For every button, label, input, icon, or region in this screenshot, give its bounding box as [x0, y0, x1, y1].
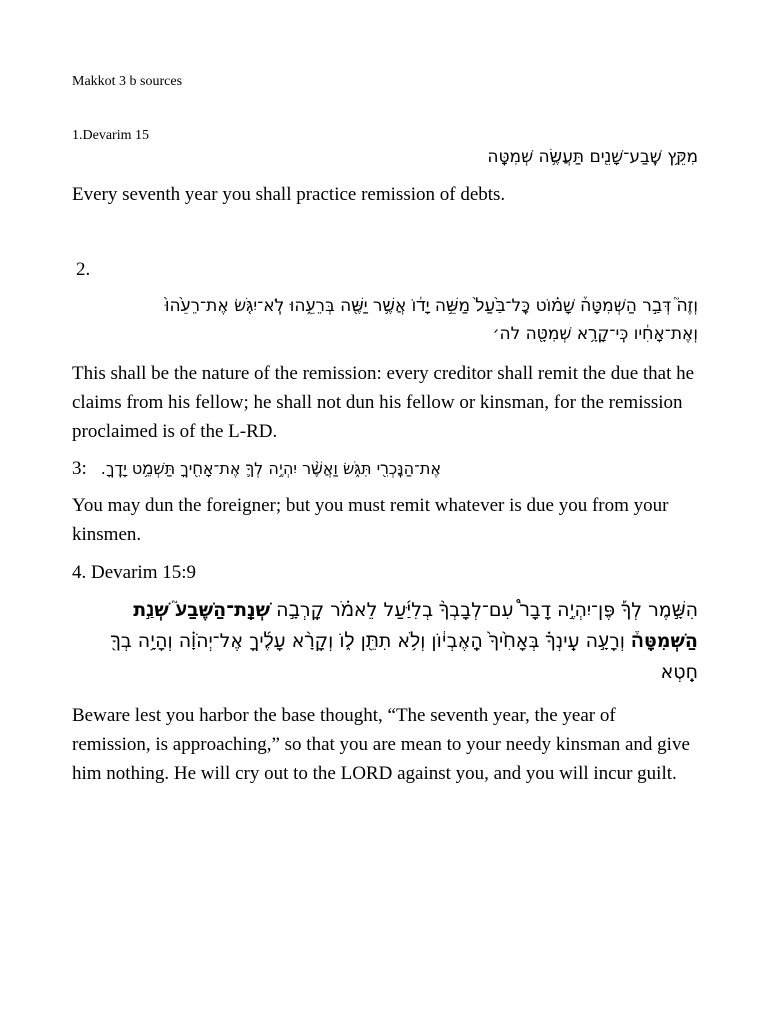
source-4-hebrew-line-3: חֵֽטְא: [660, 661, 698, 683]
source-2-english: This shall be the nature of the remission: every creditor shall remit the due that he claims from his fellow; he shall not dun his fellow or kinsman, for the remission proclaimed is of the L-RD.: [72, 363, 695, 442]
source-4-hebrew-line-1-bold: שְׁנַֽת־הַשֶּׁבַע֮ שְׁנַ֣ת: [133, 599, 271, 621]
document-title: Makkot 3 b sources: [72, 74, 183, 89]
source-3-hebrew: אֶת־הַנׇּכְרִ֖י תִּגֹּ֑שׂ וַאֲשֶׁ֨ר יִהְיֶ֥ה לְךָ֛ אֶת־אָחִ֖יךָ תַּשְׁמֵ֥ט יָדֶֽךָ.: [100, 459, 442, 478]
source-3-english: You may dun the foreigner; but you must remit whatever is due you from your kinsmen.: [72, 495, 669, 545]
source-2-hebrew-line-2: וְאֶת־אָחִ֔יו כִּֽי־קָרָ֥א שְׁמִטָּ֖ה לה׳: [492, 324, 698, 344]
source-3-row: [72, 455, 698, 483]
source-1-hebrew: מִקֵּ֥ץ שֶֽׁבַע־שָׁנִ֖ים תַּעֲשֶׂ֥ה שְׁמִטָּֽה: [487, 147, 698, 167]
source-4-hebrew-line-1: [72, 595, 698, 626]
document-page: [72, 0, 698, 1024]
source-3-heading: 3:: [72, 458, 87, 479]
source-4-hebrew-line-2-bold: הַשְּׁמִטָּה֒: [631, 630, 698, 652]
source-4-hebrew-line-2: [72, 626, 698, 657]
source-2-heading: 2.: [76, 259, 91, 280]
source-1-english: Every seventh year you shall practice remission of debts.: [72, 184, 506, 205]
source-4-heading: 4. Devarim 15:9: [72, 562, 197, 583]
source-4-hebrew-line-1-plain: הִשָּׁ֣מֶר לְךָ֡ פֶּן־יִהְיֶ֣ה דָבָר֩ עִם־לְבָבְךָ֨ בְלִיַּ֜עַל לֵאמֹ֗ר קָֽרְבָ֣ה: [276, 599, 698, 621]
source-1-heading: 1.Devarim 15: [72, 128, 149, 143]
source-4-english: Beware lest you harbor the base thought, “The seventh year, the year of remission, is approaching,” so that you are mean to your needy kinsman and give him nothing. He will cry out to the LORD against you, and you will incur guilt.: [72, 705, 690, 784]
source-2-hebrew-line-1: וְזֶה֮ דְּבַ֣ר הַשְּׁמִטָּה֒ שָׁמ֗וֹט כׇּל־בַּ֙עַל֙ מַשֵּׁ֣ה יָד֔וֹ אֲשֶׁ֥ר יַשֶּׁ֖ה בְּרֵעֵ֑הוּ לֹֽא־יִגֹּ֤שׂ אֶת־רֵעֵ֙הוּ֙: [165, 296, 698, 316]
source-4-hebrew-line-2-plain: וְרָעָ֣ה עֵֽינְךָ֗ בְּאָחִ֙יךָ֙ הָֽאֶבְי֔וֹן וְלֹ֥א תִתֵּ֖ן ל֑וֹ וְקָרָ֨א עָלֶ֜יךָ אֶל־יְהֹוָ֗ה וְהָיָ֥ה בְךָ֖: [110, 630, 625, 652]
